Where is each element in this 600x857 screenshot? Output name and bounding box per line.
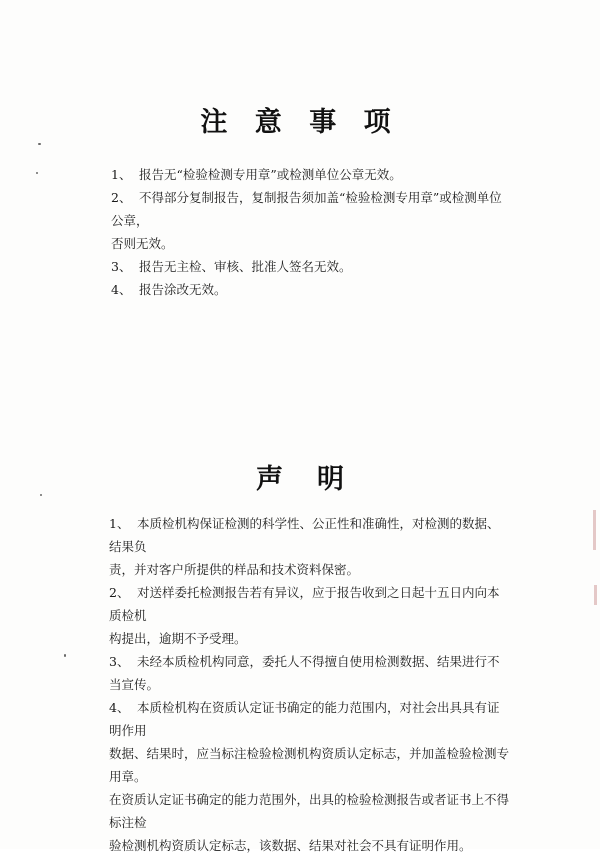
scan-dot (38, 143, 41, 145)
item-continuation: 数据、结果时，应当标注检验检测机构资质认定标志，并加盖检验检测专用章。 (109, 746, 510, 784)
notes-title: 注 意 事 项 (200, 107, 400, 138)
item-continuation: 构提出，逾期不予受理。 (109, 631, 247, 646)
scan-dot (36, 172, 38, 174)
item-text: 报告无“检验检测专用章”或检测单位公章无效。 (139, 167, 402, 182)
notes-item-4 (111, 278, 511, 301)
item-continuation: 责，并对客户所提供的样品和技术资料保密。 (109, 562, 360, 577)
item-number: 4、 (109, 700, 130, 715)
scan-edge-mark (594, 585, 597, 605)
notes-item-3 (111, 255, 511, 278)
item-number: 2、 (109, 585, 130, 600)
item-text: 不得部分复制报告，复制报告须加盖“检验检测专用章”或检测单位公章， (111, 190, 502, 228)
notes-item-1 (111, 163, 511, 186)
scan-edge-mark (593, 510, 596, 550)
declaration-item-1 (109, 512, 509, 558)
item-text: 本质检机构在资质认定证书确定的能力范围内，对社会出具具有证明作用 (109, 700, 500, 738)
declaration-item-3 (109, 650, 509, 696)
declaration-item-2 (109, 581, 509, 627)
item-number: 3、 (111, 259, 132, 274)
scan-dot (64, 654, 66, 657)
declaration-title: 声明 (256, 464, 378, 495)
notes-item-2 (111, 186, 511, 232)
item-text: 未经本质检机构同意，委托人不得擅自使用检测数据、结果进行不当宣传。 (109, 654, 500, 692)
item-continuation: 在资质认定证书确定的能力范围外，出具的检验检测报告或者证书上不得标注检 (109, 792, 510, 830)
item-number: 1、 (111, 167, 132, 182)
item-continuation: 验检测机构资质认定标志，该数据、结果对社会不具有证明作用。 (109, 838, 472, 853)
declaration-list (109, 512, 509, 857)
notes-list (111, 163, 511, 301)
item-text: 报告涂改无效。 (139, 282, 227, 297)
item-number: 3、 (109, 654, 130, 669)
item-text: 对送样委托检测报告若有异议，应于报告收到之日起十五日内向本质检机 (109, 585, 500, 623)
item-continuation: 否则无效。 (111, 236, 174, 251)
declaration-item-4 (109, 696, 509, 742)
item-number: 4、 (111, 282, 132, 297)
item-text: 报告无主检、审核、批准人签名无效。 (139, 259, 352, 274)
item-number: 2、 (111, 190, 132, 205)
item-text: 本质检机构保证检测的科学性、公正性和准确性，对检测的数据、结果负 (109, 516, 500, 554)
item-number: 1、 (109, 516, 130, 531)
